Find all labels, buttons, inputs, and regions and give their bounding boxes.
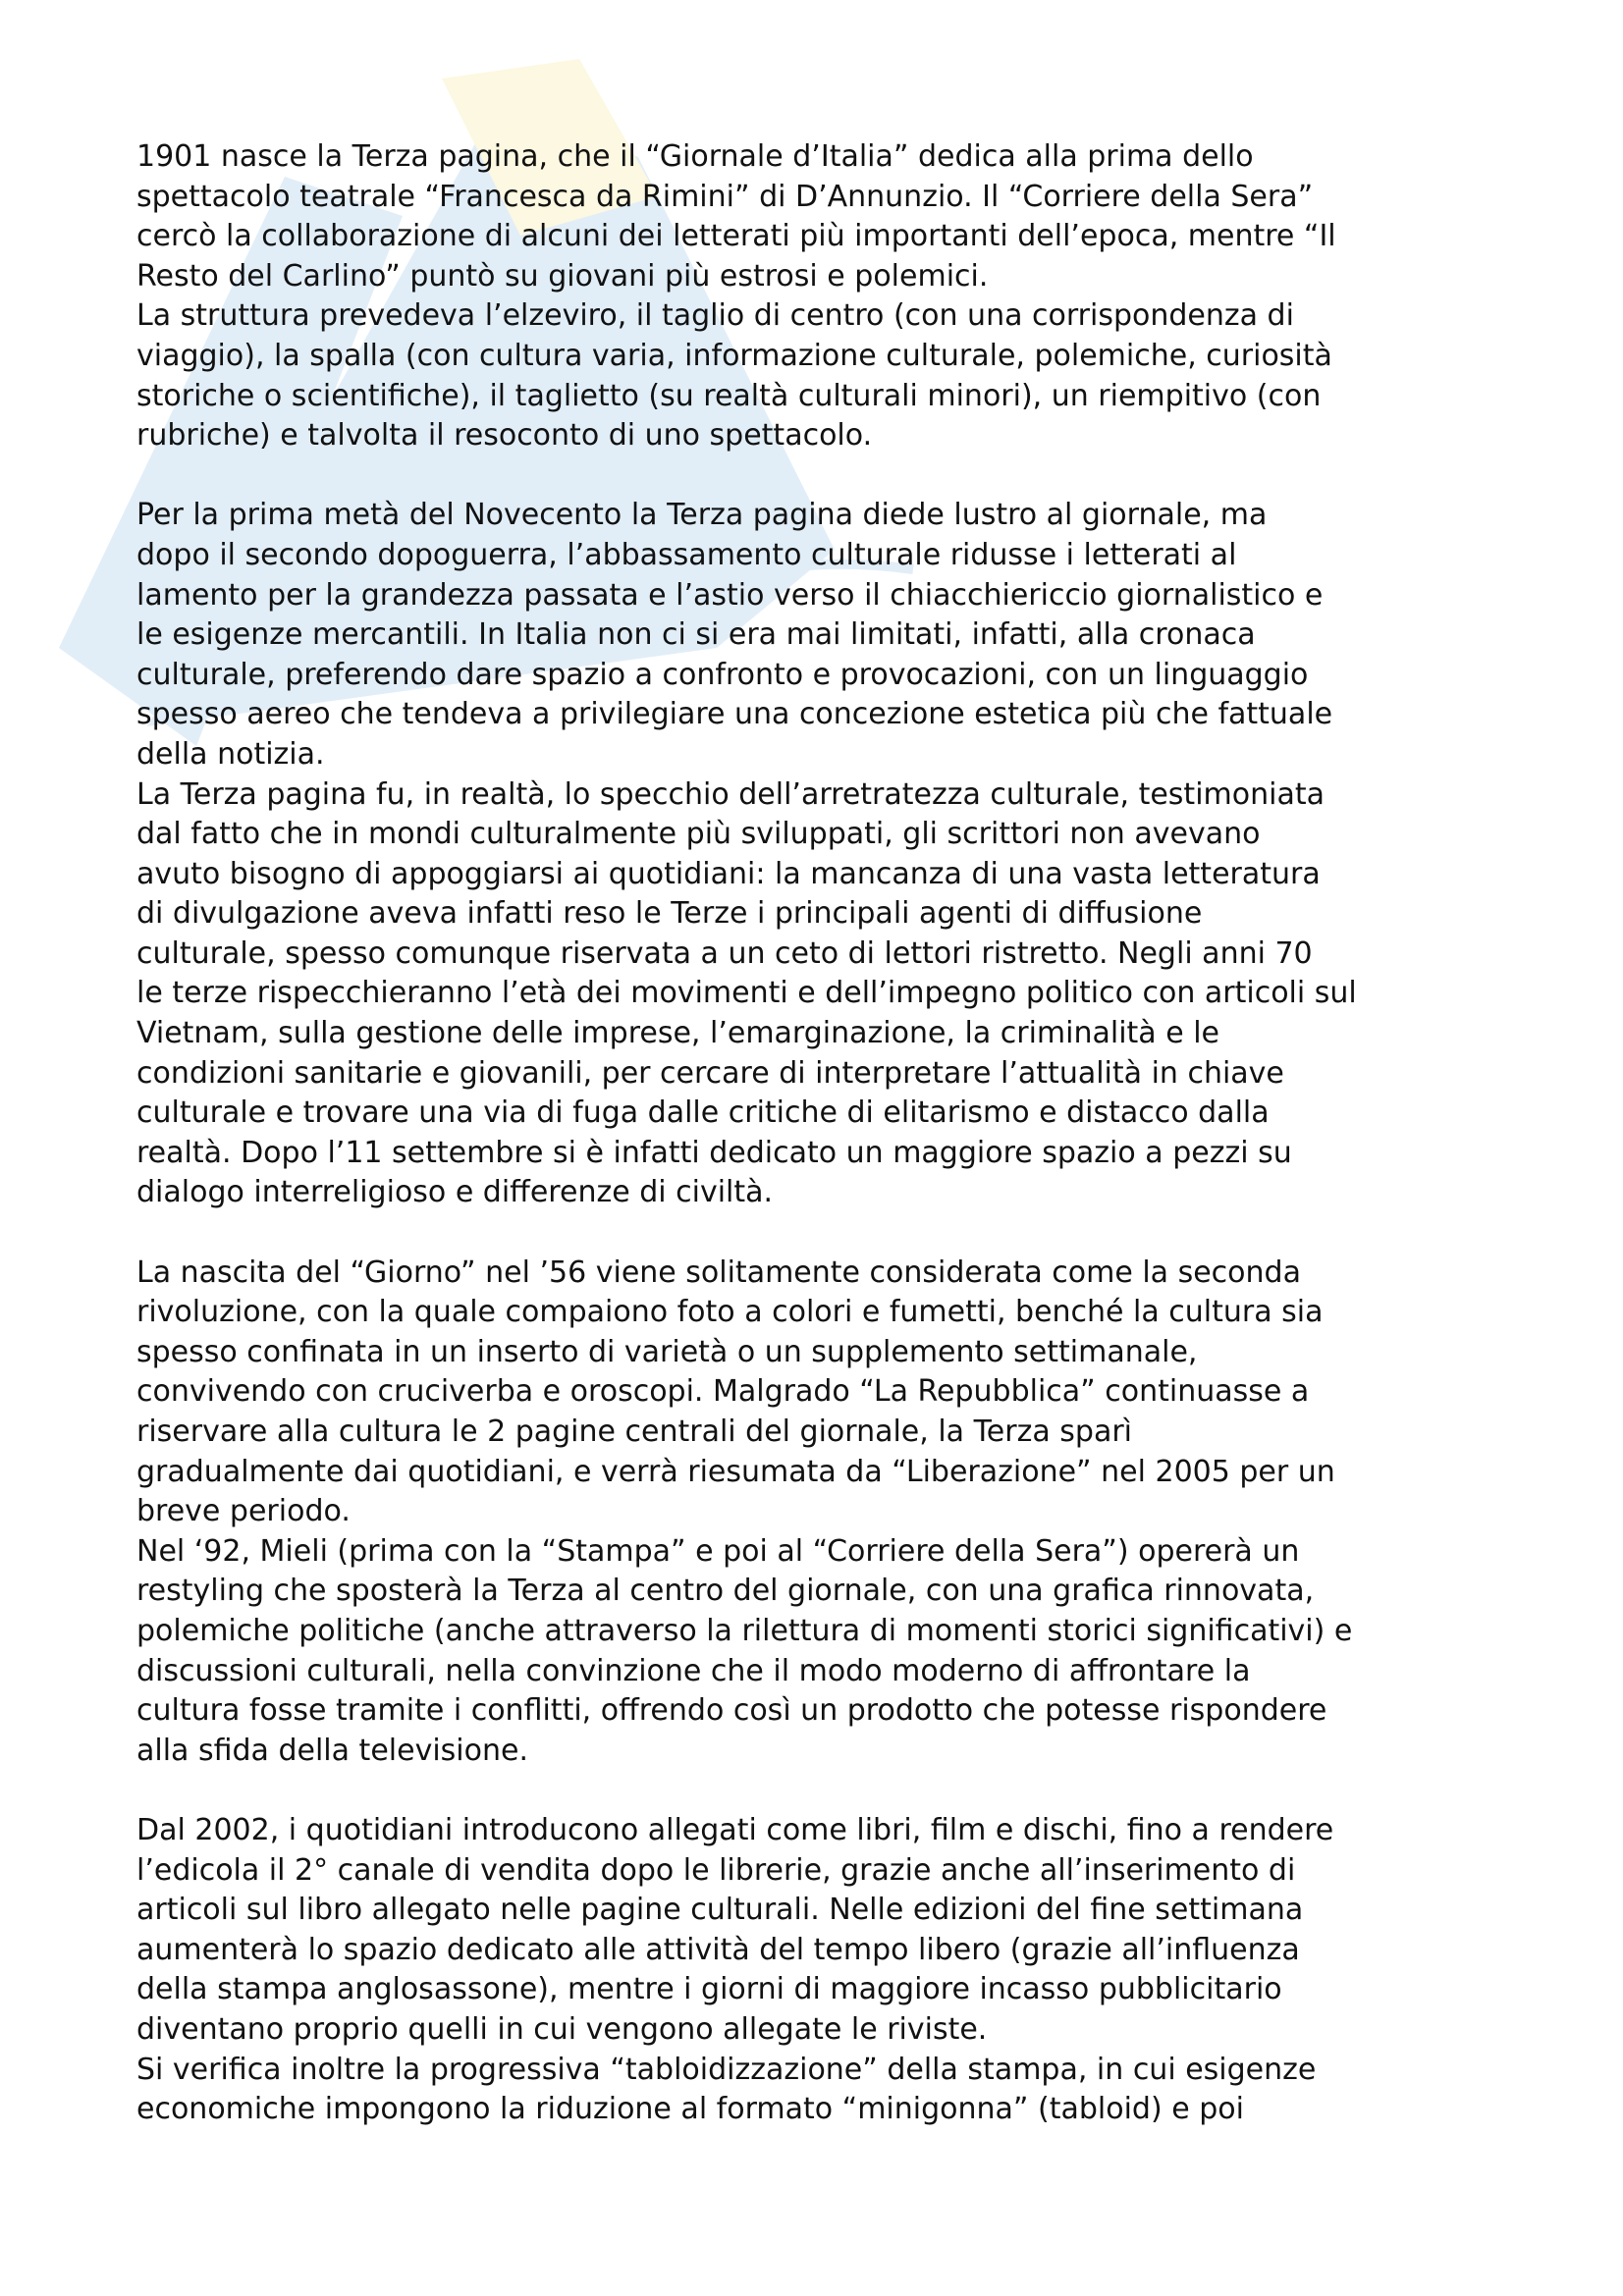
- text-line: convivendo con cruciverba e oroscopi. Malgrado “La Repubblica” continuasse a: [136, 1374, 1310, 1410]
- text-line: riservare alla cultura le 2 pagine centrali del giornale, la Terza sparì: [136, 1415, 1132, 1449]
- text-line: Vietnam, sulla gestione delle imprese, l’emarginazione, la criminalità e le: [136, 1016, 1219, 1051]
- paragraph-gap: [136, 456, 1511, 497]
- paragraph-mieli: [136, 1532, 1511, 1772]
- text-line: lamento per la grandezza passata e l’astio verso il chiacchiericcio giornalistico e: [136, 577, 1324, 613]
- document-body: [136, 137, 1511, 2130]
- paragraph-allegati: [136, 1811, 1511, 2051]
- text-line: spettacolo teatrale “Francesca da Rimini” di D’Annunzio. Il “Corriere della Sera”: [136, 179, 1314, 214]
- text-line: articoli sul libro allegato nelle pagine culturali. Nelle edizioni del fine settimana: [136, 1893, 1304, 1928]
- text-line: La Terza pagina fu, in realtà, lo specchio dell’arretratezza culturale, testimoniata: [136, 776, 1325, 812]
- text-line: l’edicola il 2° canale di vendita dopo le librerie, grazie anche all’inserimento di: [136, 1852, 1296, 1888]
- text-line: Dal 2002, i quotidiani introducono allegati come libri, film e dischi, fino a rendere: [136, 1812, 1334, 1847]
- paragraph-terza-pagina-origin: [136, 137, 1511, 296]
- text-line: restyling che sposterà la Terza al centro del giornale, con una grafica rinnovata,: [136, 1574, 1315, 1609]
- text-line: cercò la collaborazione di alcuni dei letterati più importanti dell’epoca, mentre “Il: [136, 219, 1336, 254]
- text-line: della notizia.: [136, 736, 325, 772]
- text-line: della stampa anglosassone), mentre i giorni di maggiore incasso pubblicitario: [136, 1972, 1282, 2007]
- text-line: dopo il secondo dopoguerra, l’abbassamento culturale ridusse i letterati al: [136, 537, 1237, 572]
- text-line: avuto bisogno di appoggiarsi ai quotidiani: la mancanza di una vasta letteratura: [136, 856, 1321, 891]
- text-line: dal fatto che in mondi culturalmente più sviluppati, gli scrittori non avevano: [136, 817, 1261, 852]
- text-line: aumenterà lo spazio dedicato alle attività del tempo libero (grazie all’influenza: [136, 1932, 1300, 1967]
- text-line: di divulgazione aveva infatti reso le Terze i principali agenti di diffusione: [136, 896, 1203, 932]
- text-line: condizioni sanitarie e giovanili, per cercare di interpretare l’attualità in chiave: [136, 1055, 1284, 1091]
- text-line: 1901 nasce la Terza pagina, che il “Giornale d’Italia” dedica alla prima dello: [136, 139, 1254, 174]
- text-line: Nel ‘92, Mieli (prima con la “Stampa” e poi al “Corriere della Sera”) opererà un: [136, 1533, 1300, 1569]
- text-line: le esigenze mercantili. In Italia non ci si era mai limitati, infatti, alla cronaca: [136, 617, 1256, 653]
- text-line: culturale e trovare una via di fuga dalle critiche di elitarismo e distacco dalla: [136, 1095, 1270, 1131]
- paragraph-tabloid: [136, 2051, 1511, 2130]
- text-line: economiche impongono la riduzione al formato “minigonna” (tabloid) e poi: [136, 2092, 1244, 2127]
- text-line: culturale, spesso comunque riservata a un ceto di lettori ristretto. Negli anni 70: [136, 935, 1313, 971]
- text-line: Per la prima metà del Novecento la Terza pagina diede lustro al giornale, ma: [136, 498, 1268, 533]
- text-line: La struttura prevedeva l’elzeviro, il taglio di centro (con una corrispondenza di: [136, 298, 1294, 334]
- paragraph-structure: [136, 296, 1511, 455]
- paragraph-gap: [136, 1213, 1511, 1254]
- text-line: Resto del Carlino” puntò su giovani più estrosi e polemici.: [136, 258, 989, 294]
- text-line: breve periodo.: [136, 1494, 351, 1529]
- text-line: storiche o scientifiche), il taglietto (su realtà culturali minori), un riempitivo (con: [136, 378, 1322, 413]
- text-line: le terze rispecchieranno l’età dei movimenti e dell’impegno politico con articoli sul: [136, 976, 1357, 1011]
- text-line: rivoluzione, con la quale compaiono foto a colori e fumetti, benché la cultura sia: [136, 1295, 1324, 1330]
- paragraph-novecento: [136, 496, 1511, 774]
- paragraph-giorno: [136, 1254, 1511, 1532]
- text-line: alla sfida della televisione.: [136, 1733, 528, 1768]
- text-line: Si verifica inoltre la progressiva “tabloidizzazione” della stampa, in cui esigenze: [136, 2052, 1317, 2087]
- text-line: discussioni culturali, nella convinzione che il modo moderno di affrontare la: [136, 1653, 1251, 1688]
- text-line: La nascita del “Giorno” nel ’56 viene solitamente considerata come la seconda: [136, 1255, 1301, 1290]
- paragraph-arretratezza: [136, 775, 1511, 1214]
- text-line: dialogo interreligioso e differenze di civiltà.: [136, 1175, 774, 1210]
- text-line: viaggio), la spalla (con cultura varia, informazione culturale, polemiche, curiosità: [136, 338, 1332, 373]
- text-line: spesso confinata in un inserto di varietà o un supplemento settimanale,: [136, 1334, 1198, 1369]
- text-line: culturale, preferendo dare spazio a confronto e provocazioni, con un linguaggio: [136, 657, 1309, 692]
- text-line: cultura fosse tramite i conflitti, offrendo così un prodotto che potesse rispondere: [136, 1693, 1327, 1729]
- paragraph-gap: [136, 1771, 1511, 1811]
- text-line: diventano proprio quelli in cui vengono allegate le riviste.: [136, 2011, 988, 2047]
- text-line: gradualmente dai quotidiani, e verrà riesumata da “Liberazione” nel 2005 per un: [136, 1454, 1335, 1489]
- text-line: polemiche politiche (anche attraverso la rilettura di momenti storici significativi) e: [136, 1613, 1353, 1648]
- text-line: spesso aereo che tendeva a privilegiare una concezione estetica più che fattuale: [136, 697, 1333, 732]
- text-line: rubriche) e talvolta il resoconto di uno spettacolo.: [136, 418, 873, 454]
- text-line: realtà. Dopo l’11 settembre si è infatti dedicato un maggiore spazio a pezzi su: [136, 1135, 1292, 1170]
